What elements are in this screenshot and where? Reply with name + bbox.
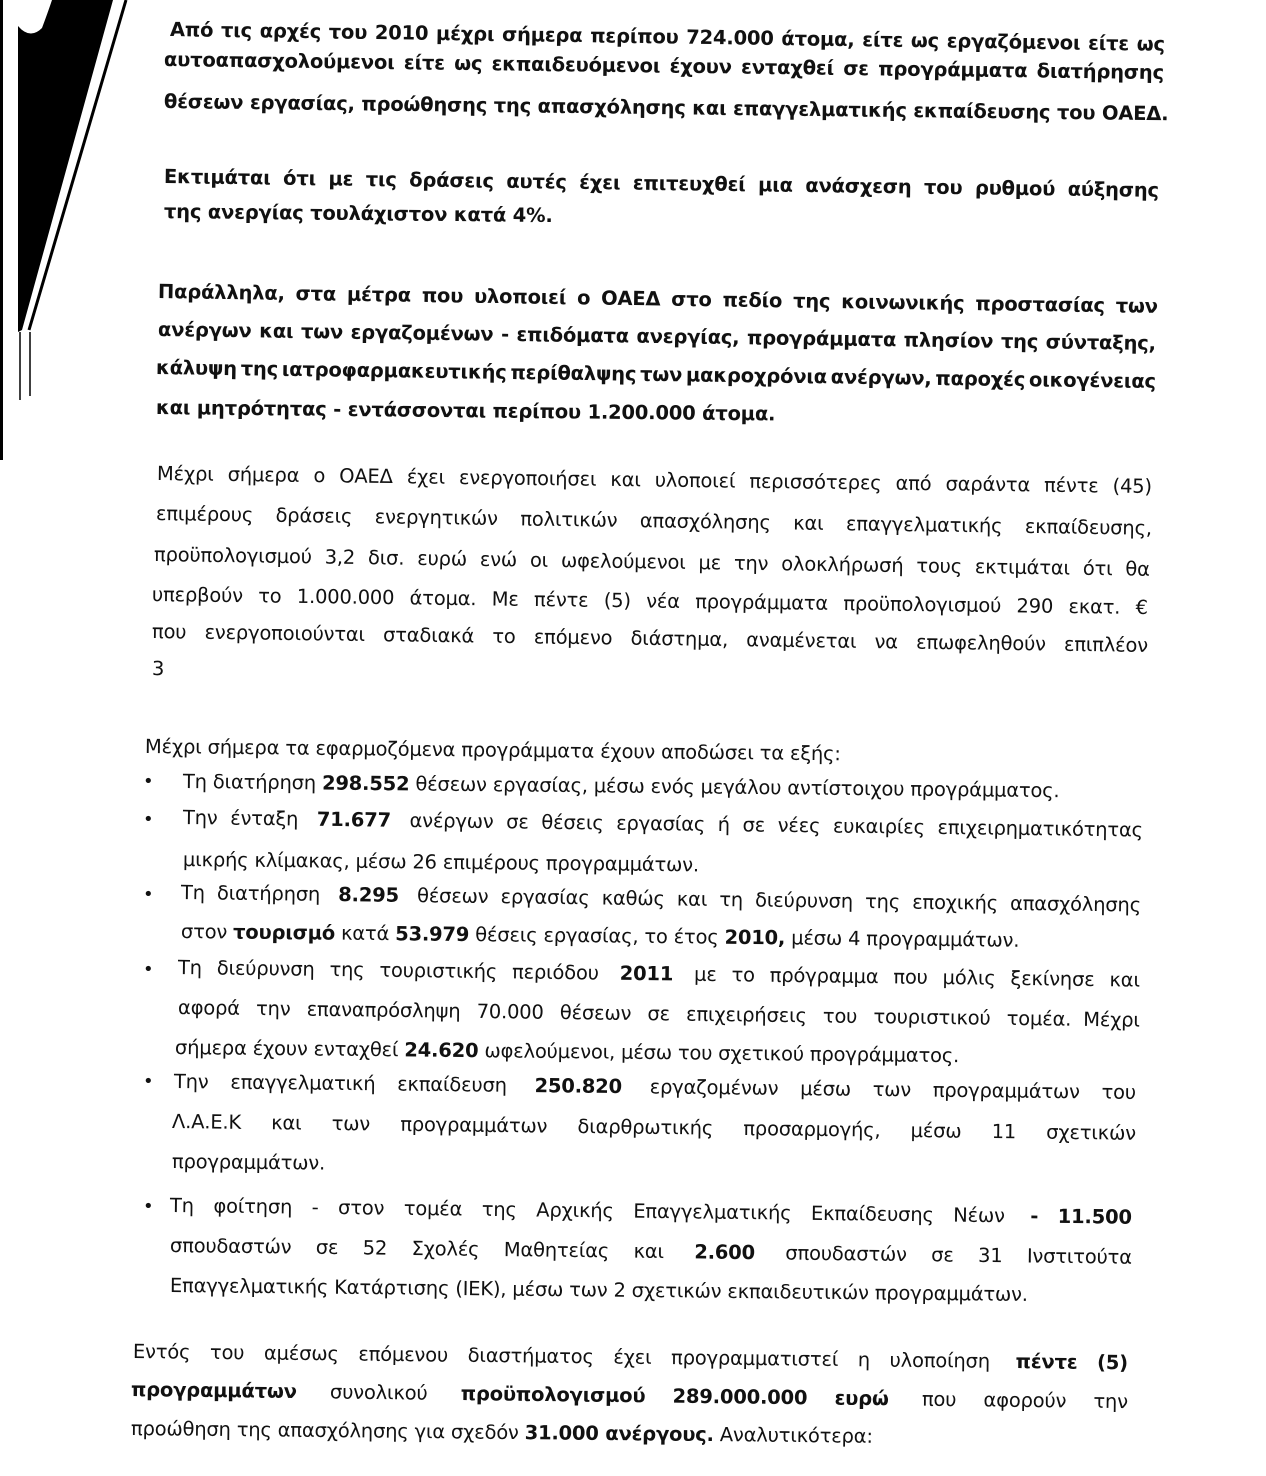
word: ωφελούμενοι xyxy=(560,549,686,574)
bullet-4-line xyxy=(178,996,1140,1033)
bullet-icon: • xyxy=(143,1196,154,1217)
bullet-icon: • xyxy=(143,884,154,905)
word: τις xyxy=(220,18,253,43)
word: και xyxy=(258,319,294,343)
word: δισ. xyxy=(367,546,405,570)
word: εργασίας xyxy=(616,811,706,836)
word: ολοκλήρωσή xyxy=(781,552,904,578)
list-intro xyxy=(145,735,885,767)
word: διατήρησης xyxy=(1036,59,1165,85)
bullet-2-line xyxy=(183,848,883,879)
bullet-6-line xyxy=(170,1194,1132,1230)
bold-word: 2.600 xyxy=(694,1240,756,1265)
word: υλοποίηση xyxy=(889,1348,997,1373)
word: Αρχικής xyxy=(536,1198,614,1223)
word: ευρώ xyxy=(417,546,468,571)
word: Τη xyxy=(169,1194,195,1218)
word: ανέργων xyxy=(157,318,252,343)
true xyxy=(158,280,1158,319)
word: 724.000 xyxy=(686,25,774,50)
word: να xyxy=(874,630,899,654)
bold-text: τουρισμό xyxy=(233,920,336,945)
word: και xyxy=(1109,968,1140,992)
bullet-5-line xyxy=(172,1110,1136,1146)
word: δράσεις xyxy=(409,168,494,193)
word: είτε xyxy=(1087,31,1130,56)
word: ως xyxy=(1136,32,1165,56)
bold-text: 31.000 ανέργους. xyxy=(524,1421,714,1447)
word: τομέα xyxy=(403,1196,463,1221)
word: σε xyxy=(742,813,766,837)
word: ιατροφαρμακευτικής xyxy=(281,357,507,384)
word: των xyxy=(872,1077,912,1102)
word: σπουδαστών xyxy=(169,1234,292,1259)
word: στον xyxy=(337,1196,385,1220)
true xyxy=(158,318,1156,356)
word: εργαζομένων xyxy=(643,1075,779,1100)
word: άτομα. xyxy=(409,586,477,611)
bullet-5-line xyxy=(174,1070,1136,1105)
bullet-6-line xyxy=(170,1274,1130,1308)
word: επαγγελματική xyxy=(230,1070,376,1096)
word: εποχικής xyxy=(912,890,999,915)
word: ενώ xyxy=(479,547,518,572)
word: κάλυψη xyxy=(155,356,238,381)
bold-text: 24.620 xyxy=(404,1038,479,1063)
word: με xyxy=(698,551,722,575)
bold-word: 250.820 xyxy=(534,1074,623,1099)
bullet-4-line xyxy=(178,956,1140,993)
word: ρυθμού xyxy=(974,176,1056,201)
word: Τη xyxy=(180,881,206,905)
paragraph-4-line xyxy=(152,583,1148,620)
word: σταδιακά xyxy=(382,623,475,648)
word: πολιτικών xyxy=(520,507,618,532)
word: της xyxy=(481,1197,517,1222)
bullet-1-line xyxy=(183,770,1133,804)
paragraph-4-line xyxy=(152,620,1148,658)
word: της xyxy=(864,889,901,914)
word: Εντός xyxy=(132,1340,191,1364)
word: ΟΑΕΔ xyxy=(600,286,661,311)
word: του xyxy=(923,175,963,200)
word: επιδόματα xyxy=(516,323,630,348)
word: εκτιμάται xyxy=(974,555,1071,580)
word: των xyxy=(1115,294,1158,318)
word: μια xyxy=(757,173,794,197)
text-run: θέσεις εργασίας, το έτος xyxy=(469,923,725,949)
word: σε xyxy=(843,56,870,81)
word: πέντε xyxy=(1043,473,1099,498)
word: εργαζομένων xyxy=(350,320,494,346)
bullet-icon: • xyxy=(143,809,154,830)
word: τομέα. Μέχρι xyxy=(1006,1006,1140,1032)
word: σχετικών xyxy=(1046,1120,1137,1145)
word: προγραμμάτων xyxy=(932,1078,1080,1104)
bold-word: 8.295 xyxy=(338,883,400,907)
word: θα xyxy=(1125,557,1150,581)
word: μέτρα xyxy=(346,282,412,307)
word: Εκτιμάται xyxy=(163,165,271,190)
false xyxy=(163,90,1169,126)
word: ξεκίνησε xyxy=(1010,966,1095,991)
word: εκπαίδευση xyxy=(397,1072,513,1097)
word: το xyxy=(492,624,516,649)
word: που xyxy=(915,1387,957,1412)
word: σε xyxy=(506,810,529,834)
text-run: σήμερα έχουν ενταχθεί xyxy=(174,1036,405,1062)
bold-word: 2011 xyxy=(619,961,674,986)
word: τουριστικής xyxy=(379,958,498,984)
paragraph-4-line xyxy=(157,462,1152,499)
final-paragraph-line xyxy=(133,1340,1128,1375)
word: σε xyxy=(647,1002,671,1026)
word: αφορούν xyxy=(983,1388,1067,1413)
word: θέσεων xyxy=(559,1000,632,1025)
word: ευκαιρίες xyxy=(832,814,925,839)
word: προστασίας xyxy=(975,292,1106,318)
word: αύξησης xyxy=(1067,177,1160,202)
word: και xyxy=(271,1111,302,1135)
word: της xyxy=(329,957,365,982)
word: Εκπαίδευσης xyxy=(810,1201,934,1227)
word: που xyxy=(421,283,464,308)
word: έχουν xyxy=(669,54,732,79)
word: πέντε xyxy=(533,588,589,612)
word: άτομα, xyxy=(781,27,855,52)
word: σε xyxy=(931,1243,954,1267)
word: της xyxy=(240,357,279,381)
bold-word: πέντε xyxy=(1015,1350,1078,1374)
word: μακροχρόνια xyxy=(685,363,828,389)
word: με xyxy=(328,167,354,191)
text-run: μέσω 4 προγραμμάτων. xyxy=(785,926,1020,952)
word: σύνταξης, xyxy=(1045,330,1156,355)
word: αμέσως xyxy=(263,1341,339,1366)
word: δράσεις xyxy=(275,503,353,528)
word: Επαγγελματικής xyxy=(633,1199,792,1225)
word: των xyxy=(300,319,344,344)
word: τους xyxy=(916,554,963,578)
text-run: κατά xyxy=(334,921,396,946)
word: επιχειρήσεις xyxy=(685,1002,807,1028)
word: ο xyxy=(576,286,591,310)
word: νέα xyxy=(646,589,681,613)
text-run: προώθηση της απασχόλησης για σχεδόν xyxy=(130,1417,525,1445)
word: το xyxy=(731,963,755,987)
word: που xyxy=(151,620,187,644)
word: προσαρμογής, xyxy=(743,1116,881,1142)
word: Ινστιτούτα xyxy=(1026,1244,1132,1269)
word: μέχρι xyxy=(435,21,495,46)
word: το xyxy=(258,584,282,608)
word: ανέργων xyxy=(403,808,494,834)
true xyxy=(164,165,1159,203)
bullet-icon: • xyxy=(143,959,154,980)
word: τις xyxy=(365,167,397,192)
false xyxy=(155,396,776,426)
word: που xyxy=(893,965,928,989)
word: στα xyxy=(295,282,337,306)
word: συνολικού xyxy=(323,1380,434,1405)
word: έχει xyxy=(406,465,446,489)
word: 1.000.000 xyxy=(296,584,395,610)
word: την xyxy=(733,551,769,576)
word: επωφεληθούν xyxy=(915,630,1046,656)
word: θέσεις xyxy=(541,810,604,835)
bullet-2-line xyxy=(183,806,1143,843)
text-run: της ανεργίας τουλάχιστον κατά 4%. xyxy=(163,200,553,228)
word: αφορά xyxy=(177,996,241,1020)
bold-text: 53.979 xyxy=(395,922,470,947)
final-paragraph-line xyxy=(131,1417,931,1449)
bullet-6-line xyxy=(170,1234,1132,1270)
word: και xyxy=(633,1239,671,1264)
word: σήμερα xyxy=(501,22,583,48)
word: σαράντα xyxy=(945,472,1031,497)
word: προγραμματιστεί xyxy=(670,1346,839,1371)
word: υλοποιεί xyxy=(473,284,567,310)
bold-text: 298.552 xyxy=(321,771,410,796)
word: διαστήματος xyxy=(467,1343,594,1369)
word: επιμέρους xyxy=(155,502,254,527)
word: Νέων xyxy=(953,1203,1011,1228)
word: νέες xyxy=(777,813,821,838)
word: επιτευχθεί xyxy=(632,171,746,197)
word: σε xyxy=(315,1235,339,1260)
word: εργασίας xyxy=(500,885,590,910)
word: Μέχρι xyxy=(156,462,214,486)
text-run: Αναλυτικότερα: xyxy=(713,1423,873,1448)
word: μέσω xyxy=(800,1077,852,1101)
word: διάστημα, xyxy=(630,626,729,652)
word: υλοποιεί xyxy=(654,468,736,493)
word: προγράμματα xyxy=(695,590,829,615)
word: διαρθρωτικής xyxy=(577,1114,714,1140)
word: περιόδου xyxy=(511,960,605,985)
word: 52 xyxy=(362,1236,388,1260)
word: έχει xyxy=(613,1345,652,1369)
word: έχει xyxy=(579,170,621,195)
word: πεδίο xyxy=(722,288,783,313)
word: ενεργοποιούνται xyxy=(204,620,366,646)
word: ανάσχεση xyxy=(805,173,912,199)
text-run: στον xyxy=(180,920,234,944)
word: φοίτηση xyxy=(213,1194,293,1219)
paragraph-4-line xyxy=(154,543,1150,582)
word: είτε xyxy=(862,28,904,52)
word: απασχόλησης xyxy=(639,509,771,535)
word: περισσότερες xyxy=(749,469,882,495)
word: αναμένεται xyxy=(746,628,857,653)
bullet-icon: • xyxy=(143,771,154,792)
word: Σχολές xyxy=(411,1236,480,1261)
word: του xyxy=(209,1340,245,1365)
word: 290 xyxy=(1016,594,1054,618)
word: ότι xyxy=(282,166,317,191)
word: ενεργοποιήσει xyxy=(458,465,597,491)
word: επόμενου xyxy=(358,1342,449,1367)
word: εργαζόμενοι xyxy=(946,29,1081,55)
word: μόλις xyxy=(942,966,996,990)
bold-text: 2010, xyxy=(724,925,786,950)
word: ΟΑΕΔ xyxy=(339,464,393,489)
word: διεύρυνση xyxy=(754,888,854,913)
word: απασχόλησης xyxy=(1009,891,1142,917)
word: ανεργίας, xyxy=(636,324,740,350)
bold-word: προγραμμάτων xyxy=(130,1378,297,1404)
word: Την xyxy=(182,806,218,830)
bold-word: 71.677 xyxy=(316,807,392,832)
paragraph-4-line xyxy=(156,502,1152,541)
false xyxy=(164,200,584,228)
word: επαγγελματικής xyxy=(845,512,1003,538)
word: 31 xyxy=(977,1243,1003,1268)
word: 3,2 xyxy=(324,545,356,569)
word: Με xyxy=(491,587,519,611)
word: € xyxy=(1135,595,1148,620)
word: κοινωνικής xyxy=(841,290,965,315)
word: αυτοαπασχολούμενοι xyxy=(163,48,395,75)
text-run: θέσεων εργασίας, προώθησης της απασχόλησης και επαγγελματικής εκπαίδευσης του ΟΑΕΔ. xyxy=(163,90,1169,126)
bold-word: ευρώ xyxy=(834,1386,889,1411)
word: - xyxy=(311,1195,319,1219)
bullet-3-line xyxy=(181,920,1081,953)
word: ανέργων, xyxy=(830,365,932,390)
word: διεύρυνση xyxy=(216,956,315,981)
word: ο xyxy=(313,464,326,488)
word: της xyxy=(792,289,831,313)
word: και xyxy=(610,467,641,492)
word: της xyxy=(1000,329,1039,354)
word: εκπαίδευσης, xyxy=(1024,514,1152,540)
word: εκατ. xyxy=(1068,594,1121,619)
bold-word: - xyxy=(1030,1204,1039,1228)
word: του xyxy=(328,20,368,44)
word: και xyxy=(793,511,824,535)
word: πρόγραμμα xyxy=(769,963,879,989)
word: προϋπολογισμού xyxy=(843,592,1002,618)
word: εκπαιδευόμενοι xyxy=(491,52,661,78)
word: περίπου xyxy=(589,24,679,49)
paragraph-4-line xyxy=(152,657,452,685)
word: ως xyxy=(454,51,483,76)
word: επόμενο xyxy=(533,625,613,650)
word: του xyxy=(822,1004,858,1028)
word: διατήρηση xyxy=(216,881,327,906)
word: την xyxy=(1093,1389,1128,1414)
word: ότι xyxy=(1082,556,1113,581)
word: των xyxy=(331,1111,371,1136)
word: τουριστικού xyxy=(873,1005,991,1030)
word: στο xyxy=(671,287,712,312)
text-run: μικρής κλίμακας, μέσω 26 επιμέρους προγραμμάτων. xyxy=(182,848,700,877)
bold-word: (5) xyxy=(1096,1350,1129,1375)
word: σπουδαστών xyxy=(779,1241,907,1267)
bold-word: 289.000.000 xyxy=(672,1384,808,1410)
bold-word: προϋπολογισμού xyxy=(460,1382,646,1408)
word: από xyxy=(895,471,932,496)
text-run: Τη διατήρηση xyxy=(182,770,323,795)
word: (5) xyxy=(603,588,631,613)
word: Μαθητείας xyxy=(503,1238,610,1263)
text-run: Επαγγελματικής Κατάρτισης (ΙΕΚ), μέσω των 2 σχετικών εκπαιδευτικών προγραμμάτων. xyxy=(169,1274,1028,1306)
word: μέσω xyxy=(910,1119,962,1143)
word: Την xyxy=(173,1070,209,1094)
text-run: θέσεων εργασίας, μέσω ενός μεγάλου αντίστοιχου προγράμματος. xyxy=(409,772,1060,803)
word: προϋπολογισμού xyxy=(153,543,312,569)
word: τη xyxy=(719,888,744,912)
word: Παράλληλα, xyxy=(157,280,285,305)
word: των xyxy=(639,362,683,387)
word: προγράμματα xyxy=(878,57,1028,83)
word: ένταξη xyxy=(230,806,305,831)
word: ενεργητικών xyxy=(374,505,498,531)
word: του xyxy=(1101,1080,1137,1104)
text-run: 3 xyxy=(151,657,165,681)
bullet-icon: • xyxy=(143,1071,154,1092)
word: σήμερα xyxy=(227,462,300,487)
final-paragraph-line xyxy=(131,1378,1128,1414)
word: Λ.Α.Ε.Κ xyxy=(171,1110,242,1134)
word: Από xyxy=(169,18,214,42)
word: επαναπρόσληψη xyxy=(306,997,461,1023)
text-run: Μέχρι σήμερα τα εφαρμοζόμενα προγράμματα έχουν αποδώσει τα εξής: xyxy=(144,735,841,766)
word: θέσεων xyxy=(410,884,489,909)
word: οι xyxy=(529,548,549,572)
word: προγραμμάτων xyxy=(400,1112,548,1138)
text-run: ωφελούμενοι, μέσω του σχετικού προγράμματος. xyxy=(478,1039,960,1068)
word: παροχές xyxy=(935,366,1026,392)
word: 2010 xyxy=(374,21,429,45)
word: η xyxy=(857,1348,871,1372)
word: επιπλέον xyxy=(1063,632,1149,657)
bullet-3-line xyxy=(181,881,1141,918)
word: ή xyxy=(717,813,731,837)
bullet-5-line xyxy=(172,1150,372,1176)
word: προγράμματα xyxy=(746,326,897,352)
word: 11 xyxy=(991,1120,1017,1144)
word: υπερβούν xyxy=(151,583,244,608)
word: αυτές xyxy=(506,169,567,194)
word: αρχές xyxy=(259,19,322,44)
word: (45) xyxy=(1112,474,1153,499)
word: επιχειρηματικότητας xyxy=(937,815,1143,842)
word: - xyxy=(500,322,510,346)
word: Τη xyxy=(177,956,203,980)
word: περίθαλψης xyxy=(510,360,637,386)
bullet-4-line xyxy=(175,1036,1035,1069)
bold-word: 11.500 xyxy=(1057,1204,1132,1229)
word: οικογένειας xyxy=(1028,368,1157,393)
word: είτε xyxy=(403,51,445,75)
text-run: προγραμμάτων. xyxy=(171,1150,326,1175)
word: με xyxy=(687,962,717,987)
text-run: και μητρότητας - εντάσσονται περίπου 1.200.000 άτομα. xyxy=(155,396,776,426)
word: ενταχθεί xyxy=(740,55,835,80)
true xyxy=(156,356,1156,394)
word: καθώς xyxy=(601,886,665,911)
word: την xyxy=(255,997,291,1021)
word: ως xyxy=(910,28,940,53)
word: και xyxy=(676,887,708,911)
word: 70.000 xyxy=(476,999,544,1024)
word: πλησίον xyxy=(903,328,994,353)
